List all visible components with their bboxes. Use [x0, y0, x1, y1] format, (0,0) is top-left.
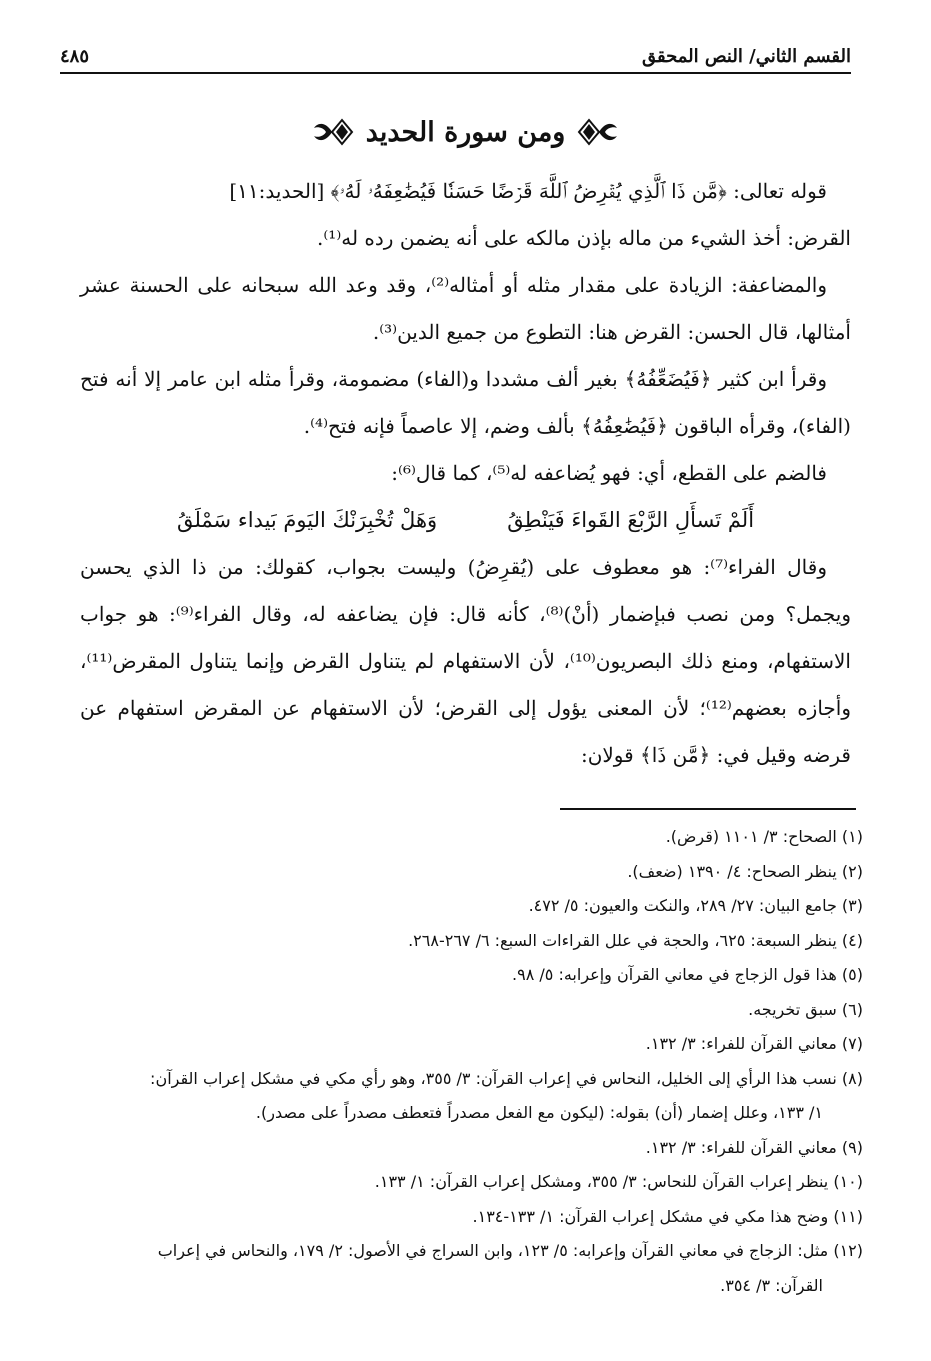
running-header — [60, 40, 851, 74]
paragraph-definition-qard: القرض: أخذ الشيء من ماله بإذن مالكه على أنه يضمن رده له⁽¹⁾. — [317, 226, 851, 250]
footnote-3: (٣) جامع البيان: ٢٧/ ٢٨٩، والنكت والعيون: ٥/ ٤٧٢. — [528, 896, 863, 915]
footnote-2: (٢) ينظر الصحاح: ٤/ ١٣٩٠ (ضعف). — [627, 861, 863, 881]
footnote-4: (٤) ينظر السبعة: ٦٢٥، والحجة في علل القراءات السبع: ٦/ ٢٦٧-٢٦٨. — [408, 930, 863, 950]
paragraph-farra: وقال الفراء⁽⁷⁾: هو معطوف على (يُقرِضُ) وليست بجواب، كقولك: من ذا الذي يحسن ويجمل؟ ومن نصب فبإضمار (أنْ)⁽⁸⁾، كأنه قال: فإن يضاعفه له، وقال الفراء⁽⁹⁾: هو جواب الاستفهام، ومنع ذلك البصريون⁽¹⁰⁾، لأن الاستفهام لم يتناول القرض وإنما يتناول المقرض⁽¹¹⁾، وأجازه بعضهم⁽¹²⁾؛ لأن المعنى يؤول إلى القرض؛ لأن الاستفهام عن المقرض استفهام عن قرضه وقيل في: ﴿مَّن ذَا﴾ قولان: — [80, 555, 852, 767]
footnote-separator — [560, 808, 856, 810]
footnote-8: (٨) نسب هذا الرأي إلى الخليل، النحاس في إعراب القرآن: ٣/ ٣٥٥، وهو رأي مكي في مشكل إعراب القرآن: — [150, 1068, 863, 1088]
running-header-title: القسم الثاني/ النص المحقق — [641, 45, 851, 67]
paragraph-verse-citation: قوله تعالى: ﴿مَّن ذَا ٱلَّذِي يُقۡرِضُ ٱللَّهَ قَرۡضًا حَسَنٗا فَيُضَٰعِفَهُۥ لَهُۥ﴾ [الحديد:١١] — [229, 179, 827, 203]
footnote-9: (٩) معاني القرآن للفراء: ٣/ ١٣٢. — [645, 1137, 863, 1157]
section-heading-block — [0, 104, 931, 160]
footnote-6: (٦) سبق تخريجه. — [748, 999, 863, 1019]
paragraph-readings: وقرأ ابن كثير ﴿فَيُضَعِّفُهُ﴾ بغير ألف مشددا و(الفاء) مضمومة، وقرأ مثله ابن عامر إلا أنه فتح (الفاء)، وقرأه الباقون ﴿فَيُضَٰعِفُهُ﴾ بألف وضم، إلا عاصماً فإنه فتح⁽⁴⁾. — [80, 367, 851, 438]
footnote-7: (٧) معاني القرآن للفراء: ٣/ ١٣٢. — [645, 1034, 863, 1053]
verse-second-hemistich: وَهَلْ تُخْبِرَنْكَ اليَومَ بَيداء سَمْلَقُ — [176, 508, 438, 532]
footnote-12: (١٢) مثل: الزجاج في معاني القرآن وإعرابه: ٥/ ١٢٣، وابن السراج في الأصول: ٢/ ١٧٩، والنحاس في إعراب — [157, 1241, 863, 1260]
footnote-12-continued: القرآن: ٣/ ٣٥٤. — [720, 1275, 823, 1295]
footnote-8-continued: ١/ ١٣٣، وعلل إضمار (أن) بقوله: (ليكون مع الفعل مصدراً فتعطف مصدراً على مصدر). — [255, 1103, 823, 1122]
footnotes — [80, 820, 863, 1303]
footnote-11: (١١) وضح هذا مكي في مشكل إعراب القرآن: ١/ ١٣٣-١٣٤. — [472, 1206, 863, 1226]
page-number: ٤٨٥ — [60, 45, 90, 67]
paragraph-definition-mudaafa: والمضاعفة: الزيادة على مقدار مثله أو أمثاله⁽²⁾، وقد وعد الله سبحانه على الحسنة عشر أمثالها، قال الحسن: القرض هنا: التطوع من جميع الدين⁽³⁾. — [80, 273, 851, 344]
footnote-1: (١) الصحاح: ٣/ ١١٠١ (قرض). — [665, 827, 863, 846]
ornament-left-icon — [310, 114, 356, 150]
main-text — [80, 168, 851, 779]
section-heading: ومن سورة الحديد — [365, 116, 566, 148]
verse-first-hemistich: أَلَمْ تَسأَلِ الرَّبْعَ القَواءَ فَيَنْطِقُ — [507, 508, 755, 532]
footnote-10: (١٠) ينظر إعراب القرآن للنحاس: ٣/ ٣٥٥، ومشكل إعراب القرآن: ١/ ١٣٣. — [374, 1172, 863, 1191]
ornament-right-icon — [575, 114, 621, 150]
poetry-verse — [80, 497, 851, 544]
footnote-5: (٥) هذا قول الزجاج في معاني القرآن وإعرابه: ٥/ ٩٨. — [512, 965, 863, 984]
paragraph-qat: فالضم على القطع، أي: فهو يُضاعفه له⁽⁵⁾، كما قال⁽⁶⁾: — [391, 461, 827, 485]
